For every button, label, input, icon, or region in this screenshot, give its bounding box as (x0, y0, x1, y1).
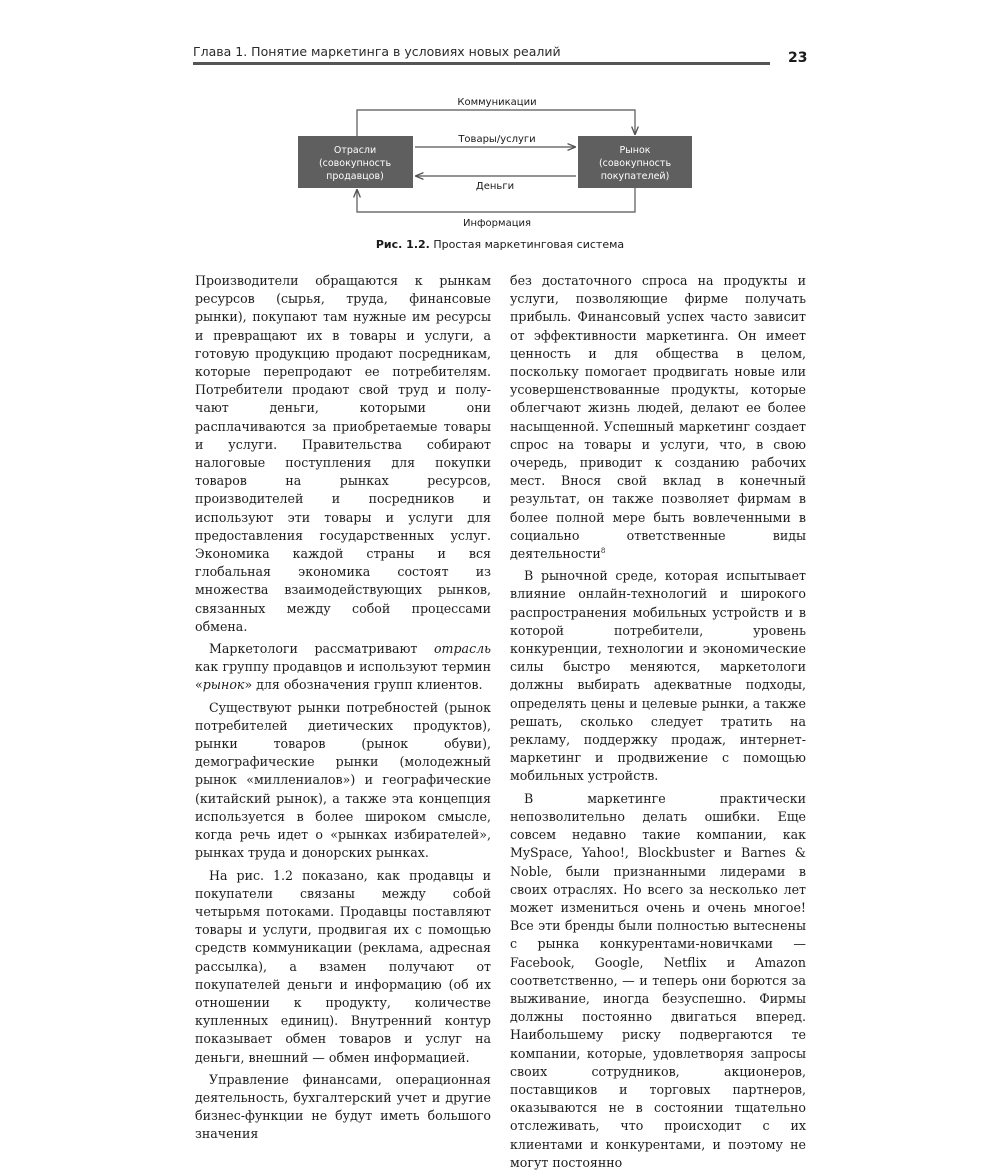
goods-label: Товары/услуги (458, 134, 536, 145)
right-text-column (510, 272, 806, 1176)
right-paragraph-1 (510, 272, 806, 563)
left-paragraph-1: Производители обращаются к рынкам ресурсов (сырья, труда, финансовые рынки), покупают там нужные им ресурсы и превращают их в товары и услуги, а готовую продукцию продают посредникам, которые перепродают ее потребителям. Потребители продают свой труд и получают деньги, которыми они расплачиваются за приобретаемые товары и услуги. Правительства собирают налоговые поступления для покупки товаров на рынках ресурсов, производителей и посредников и используют эти товары и услуги для предоставления государственных услуг. Экономика каждой страны и вся глобальная экономика состоят из множества взаимодействующих рынков, связанных между собой процессами обмена. (195, 273, 491, 634)
market-box-line2: (совокупность (598, 158, 672, 169)
running-head: Глава 1. Понятие маркетинга в условиях новых реалий (193, 44, 561, 59)
right-paragraph-1-text: без достаточного спроса на продукты и услуги, позволяющие фирме получать прибыль. Финансовый успех часто зависит от эффективности маркетинга. Он имеет ценность и для общества в целом, поскольку помогает продвигать новые или усовершенствованные продукты, которые облегчают жизнь людей, делают ее более насыщенной. Успешный маркетинг создает спрос на товары и услуги, что, в свою очередь, приводит к созданию рабочих мест. Внося свой вклад в конечный результат, он также позволяет фирмам в более полной мере быть вовлеченными в социально ответственные виды деятельности (510, 273, 806, 562)
market-box-line3: покупателей) (600, 171, 670, 182)
figure-caption-label: Рис. 1.2. (375, 238, 430, 251)
marketing-system-diagram (0, 0, 1000, 240)
left-paragraph-2-start: Маркетологи рассматривают (209, 641, 434, 657)
industry-box-line2: (совокупность (318, 158, 392, 169)
communications-flow-arrow (357, 110, 635, 136)
term-industry: отрасль (433, 641, 491, 657)
term-market: рынок (202, 677, 245, 693)
figure-caption-text: Простая маркетинговая система (433, 238, 625, 251)
left-paragraph-2 (195, 640, 491, 695)
page-number: 23 (788, 50, 808, 66)
figure-caption (0, 238, 1000, 251)
left-text-column (195, 272, 491, 1148)
communications-label: Коммуникации (457, 97, 537, 108)
industry-box-line3: продавцов) (326, 171, 384, 182)
left-paragraph-2-end: » для обозначения групп клиентов. (244, 677, 483, 693)
industry-box-line1: Отрасли (333, 145, 377, 156)
left-paragraph-5: Управление финансами, операционная деятельность, бухгалтерский учет и другие бизнес-функции не будут иметь большого значения (195, 1071, 491, 1142)
left-paragraph-3: Существуют рынки потребностей (рынок потребителей диетических продуктов), рынки товаров (рынок обуви), демографические рынки (молодежный рынок «миллениалов») и географические (китайский рынок), а также эта концепция используется в более широком смысле, когда речь идет о «рынках избирателей», рынках труда и донорских рынках. (195, 699, 491, 861)
footnote-marker: 8 (600, 546, 606, 555)
left-paragraph-2-mid: как группу продавцов и используют термин « (195, 659, 491, 693)
information-label: Информация (462, 218, 532, 229)
left-paragraph-4: На рис. 1.2 показано, как продавцы и покупатели связаны между собой четырьмя потоками. Продавцы поставляют товары и услуги, продвигая их с помощью средств коммуникации (реклама, адресная рассылка), а взамен получают от покупателей деньги и информацию (об их отношении к продукту, количестве купленных единиц). Внутренний контур показывает обмен товаров и услуг на деньги, внешний — обмен информацией. (195, 867, 491, 1065)
right-paragraph-3: В маркетинге практически непозволительно делать ошибки. Еще совсем недавно такие компании, как MySpace, Yahoo!, Blockbuster и Barnes & Noble, были признанными лидерами в своих отраслях. Но всего за несколько лет может измениться очень и очень многое! Все эти бренды были полностью вытеснены с рынка конкурентами-новичками — Facebook, Google, Netflix и Amazon соответственно, — и теперь они борются за выживание, иногда безуспешно. Фирмы должны постоянно двигаться вперед. Наибольшему риску подвергаются те компании, которые, удовлетворяя запросы своих сотрудников, акционеров, поставщиков и торговых партнеров, оказываются не в состоянии тщательно отслеживать, что происходит с их клиентами и конкурентами, и поэтому не могут постоянно (510, 790, 806, 1170)
figure-marketing-system (0, 0, 1000, 260)
right-paragraph-2: В рыночной среде, которая испытывает влияние онлайн-технологий и широкого распространения мобильных устройств и в которой потребители, уровень конкуренции, технологии и экономические силы быстро меняются, маркетологи должны выбирать адекватные подходы, определять цены и целевые рынки, а также решать, сколько следует тратить на рекламу, поддержку продаж, интернет-маркетинг и продвижение с помощью мобильных устройств. (510, 568, 806, 784)
money-label: Деньги (475, 181, 515, 192)
market-box-line1: Рынок (619, 145, 651, 156)
